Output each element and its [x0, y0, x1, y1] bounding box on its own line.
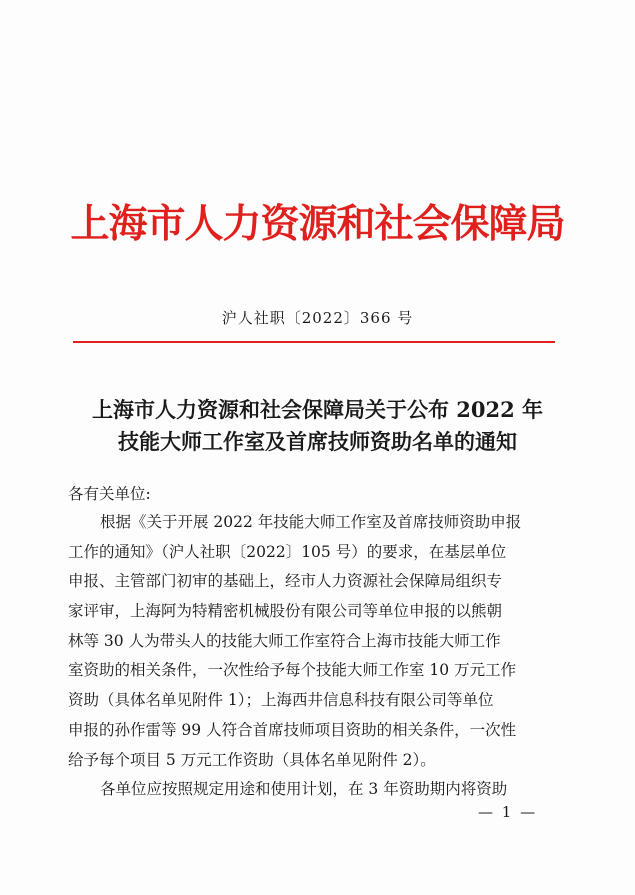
body-text — [68, 508, 568, 805]
body-line: 家评审，上海阿为特精密机械股份有限公司等单位申报的以熊朝 — [68, 602, 503, 621]
body-line: 各单位应按照规定用途和使用计划，在 3 年资助期内将资助 — [100, 780, 508, 799]
salutation: 各有关单位: — [68, 485, 151, 503]
body-line: 申报的孙作雷等 99 人符合首席技师项目资助的相关条件，一次性 — [68, 720, 517, 739]
notice-title — [40, 394, 595, 458]
body-line: 申报、主管部门初审的基础上，经市人力资源社会保障局组织专 — [68, 572, 503, 591]
red-separator-line — [73, 341, 555, 343]
document-number: 沪人社职〔2022〕366 号 — [221, 309, 414, 327]
page-number: — 1 — — [478, 803, 538, 821]
body-line: 根据《关于开展 2022 年技能大师工作室及首席技师资助申报 — [100, 513, 522, 531]
body-line: 林等 30 人为带头人的技能大师工作室符合上海市技能大师工作 — [68, 631, 501, 650]
body-line: 给予每个项目 5 万元工作资助（具体名单见附件 2）。 — [68, 750, 436, 769]
body-line: 室资助的相关条件，一次性给予每个技能大师工作室 10 万元工作 — [68, 661, 517, 680]
body-line: 工作的通知》（沪人社职〔2022〕105 号）的要求，在基层单位 — [68, 542, 507, 561]
title-line-1: 上海市人力资源和社会保障局关于公布 2022 年 — [91, 397, 544, 422]
issuing-authority-header: 上海市人力资源和社会保障局 — [70, 201, 565, 247]
body-line: 资助（具体名单见附件 1）；上海西井信息科技有限公司等单位 — [68, 691, 494, 710]
title-line-2: 技能大师工作室及首席技师资助名单的通知 — [118, 429, 517, 454]
